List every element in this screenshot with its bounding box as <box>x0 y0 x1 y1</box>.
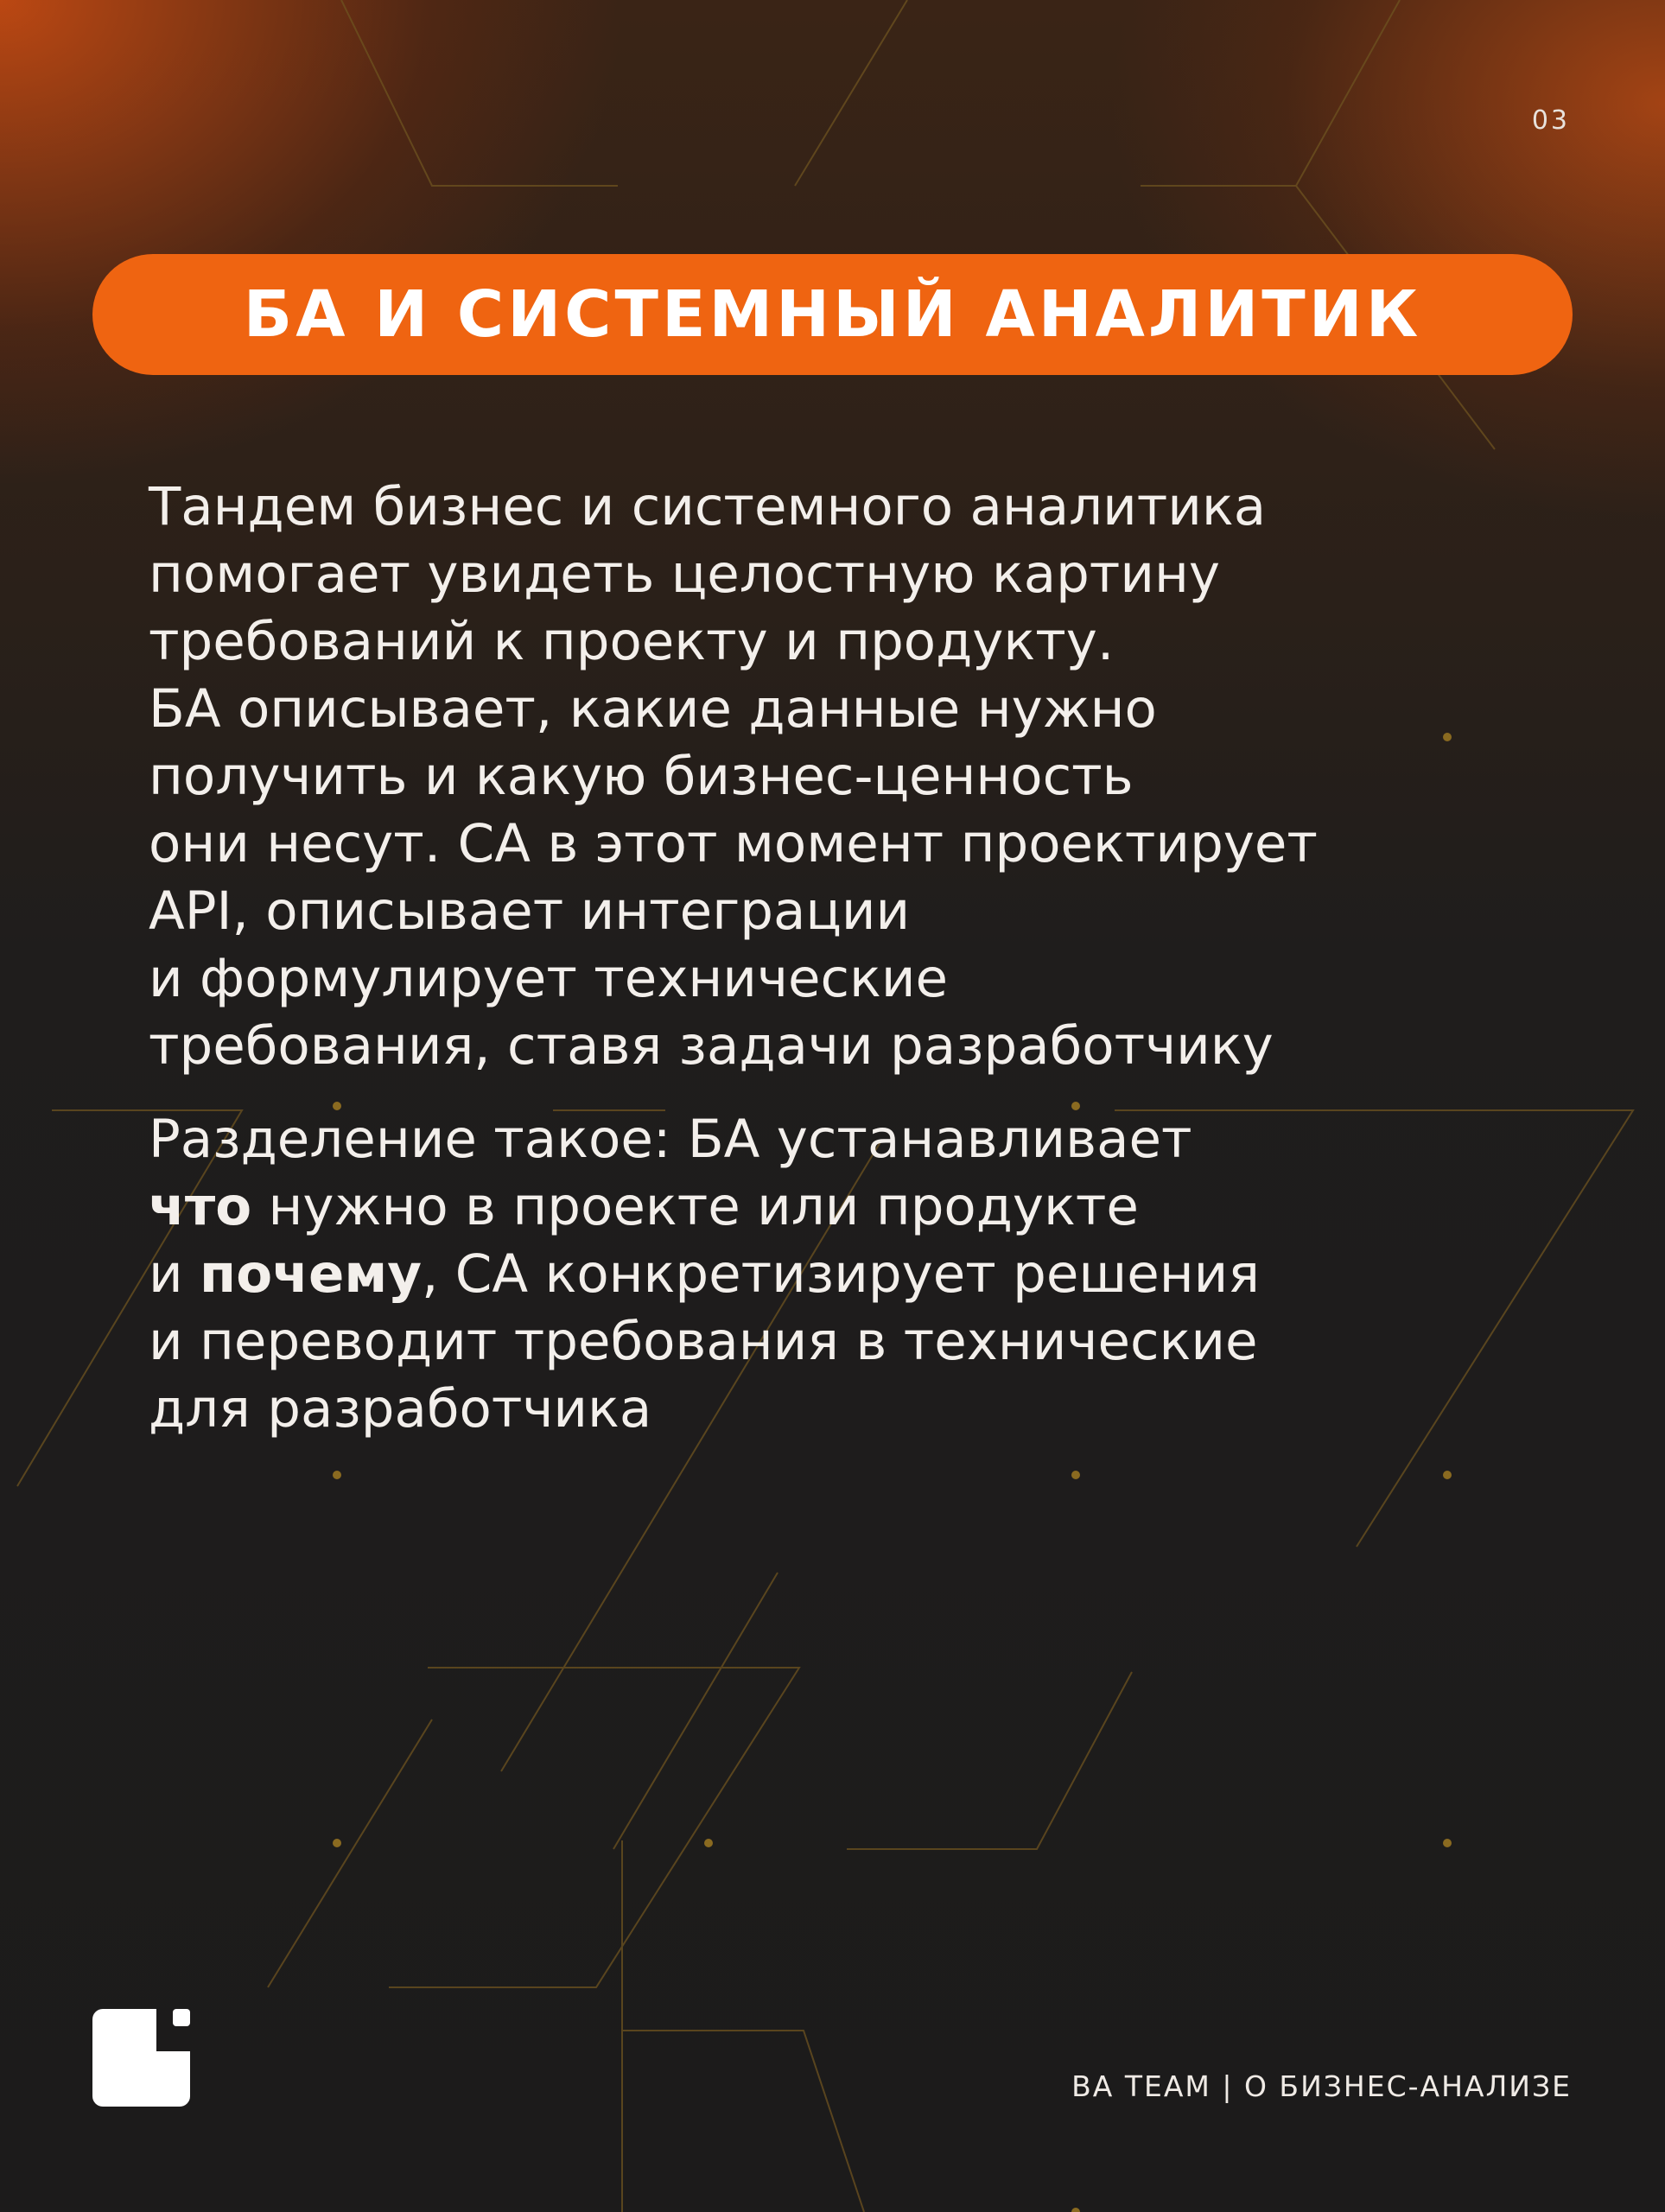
footer-caption: BA TEAM | О БИЗНЕС-АНАЛИЗЕ <box>1071 2069 1572 2103</box>
paragraph-2-text: нужно в проекте или продукте <box>251 1176 1139 1237</box>
emphasis-what: что <box>149 1176 252 1237</box>
emphasis-why: почему <box>200 1243 422 1305</box>
paragraph-2-line <box>149 1241 1566 1308</box>
paragraph-1-line: они несут. СА в этот момент проектирует <box>149 813 1318 874</box>
paragraph-1-line: требований к проекту и продукту. <box>149 611 1115 672</box>
paragraph-2-line: для разработчика <box>149 1378 652 1440</box>
ba-team-logo-icon <box>92 2009 190 2107</box>
logo-dot <box>173 2009 190 2026</box>
paragraph-1-line: Тандем бизнес и системного аналитика <box>149 476 1267 537</box>
paragraph-1-line: помогает увидеть целостную картину <box>149 543 1220 605</box>
paragraph-1-line: получить и какую бизнес-ценность <box>149 746 1134 807</box>
page-number: 03 <box>1531 105 1570 136</box>
paragraph-2-text: и <box>149 1243 200 1305</box>
paragraph-2-line <box>149 1173 1566 1241</box>
paragraph-1-line: API, описывает интеграции <box>149 880 911 942</box>
paragraph-2 <box>149 1106 1566 1443</box>
title-banner <box>92 254 1573 375</box>
paragraph-2-line: и переводит требования в технические <box>149 1311 1258 1372</box>
paragraph-2-line: Разделение такое: БА устанавливает <box>149 1109 1192 1170</box>
paragraph-1-line: БА описывает, какие данные нужно <box>149 678 1157 740</box>
paragraph-2-text: , СА конкретизирует решения <box>421 1243 1260 1305</box>
paragraph-1-line: и формулирует технические <box>149 948 949 1009</box>
paragraph-1 <box>149 474 1566 1080</box>
page-title: БА И СИСТЕМНЫЙ АНАЛИТИК <box>243 277 1422 352</box>
paragraph-1-line: требования, ставя задачи разработчику <box>149 1015 1274 1077</box>
body-text <box>149 474 1566 1443</box>
